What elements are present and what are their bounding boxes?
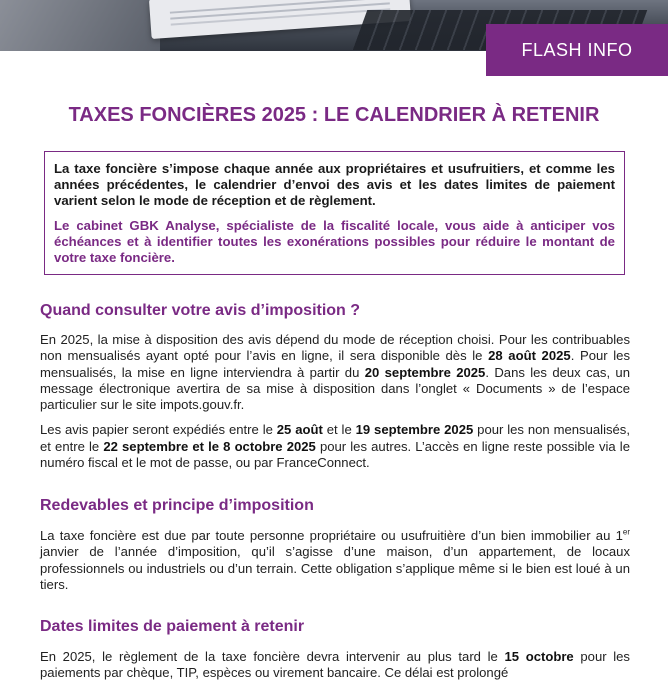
date-highlight: 22 septembre et le 8 octobre 2025 [103, 438, 316, 454]
text-run: pour les paiements par chèque, TIP, espèces ou virement bancaire. Ce délai est prolongé [40, 649, 630, 681]
text-run: La taxe foncière est due par toute personne propriétaire ou usufruitière d’un bien immobilier au 1 [40, 528, 623, 543]
intro-paragraph-2: Le cabinet GBK Analyse, spécialiste de la fiscalité locale, vous aide à anticiper vos échéances et à identifier toutes les exonérations possibles pour réduire le montant de votre taxe foncière. [54, 218, 615, 265]
flash-info-label: FLASH INFO [521, 39, 633, 60]
date-highlight: 15 octobre [504, 649, 574, 664]
section-paiement [40, 618, 630, 682]
avis-paragraph-2 [40, 422, 630, 471]
date-highlight: 20 septembre 2025 [364, 364, 486, 380]
intro-paragraph-1: La taxe foncière s’impose chaque année aux propriétaires et usufruitiers, et comme les années précédentes, le calendrier d’envoi des avis et les dates limites de paiement varient selon le mode de réception et de règlement. [54, 161, 615, 208]
text-run: et le [322, 422, 356, 438]
section-heading-redevables: Redevables et principe d’imposition [40, 497, 314, 514]
text-run: . Pour les mensualisés, la mise en ligne interviendra à partir du [40, 348, 631, 380]
date-highlight: 28 août 2025 [488, 348, 571, 364]
superscript: er [622, 527, 630, 537]
paiement-paragraph [40, 649, 630, 682]
date-highlight: 25 août [276, 422, 323, 438]
text-run: pour les autres. L’accès en ligne reste possible via le numéro fiscal et le mot de passe, ou par FranceConnect. [40, 438, 630, 471]
text-run: En 2025, le règlement de la taxe foncière devra intervenir au plus tard le [40, 649, 505, 664]
section-redevables [40, 497, 630, 593]
redevables-paragraph [40, 528, 630, 593]
text-run: Les avis papier seront expédiés entre le [40, 422, 277, 438]
avis-paragraph-1 [40, 332, 630, 413]
text-run: En 2025, la mise à disposition des avis dépend du mode de réception choisi. Pour les contribuables non mensualisés ayant opté pour l’avis en ligne, il sera disponible dès le [40, 332, 630, 364]
intro-box [44, 151, 625, 275]
page-title: TAXES FONCIÈRES 2025 : LE CALENDRIER À RETENIR [68, 104, 600, 126]
photo-hand [0, 0, 160, 51]
section-heading-avis: Quand consulter votre avis d’imposition ? [40, 302, 361, 319]
text-run: pour les non mensualisés, et entre le [40, 422, 630, 454]
text-run: janvier de l’année d’imposition, qu’il s’agisse d’une maison, d’un appartement, de locaux professionnels ou industriels ou d’un terrain. Cette obligation s’applique même si le bien est loué à un tiers. [40, 544, 630, 592]
flash-info-badge [486, 24, 668, 76]
text-run: . Dans les deux cas, un message électronique avertira de sa mise à disposition dans l’onglet « Documents » de l’espace particulier sur le site impots.gouv.fr. [40, 364, 630, 413]
date-highlight: 19 septembre 2025 [355, 422, 474, 438]
section-avis [40, 302, 630, 471]
section-heading-paiement: Dates limites de paiement à retenir [40, 618, 305, 635]
